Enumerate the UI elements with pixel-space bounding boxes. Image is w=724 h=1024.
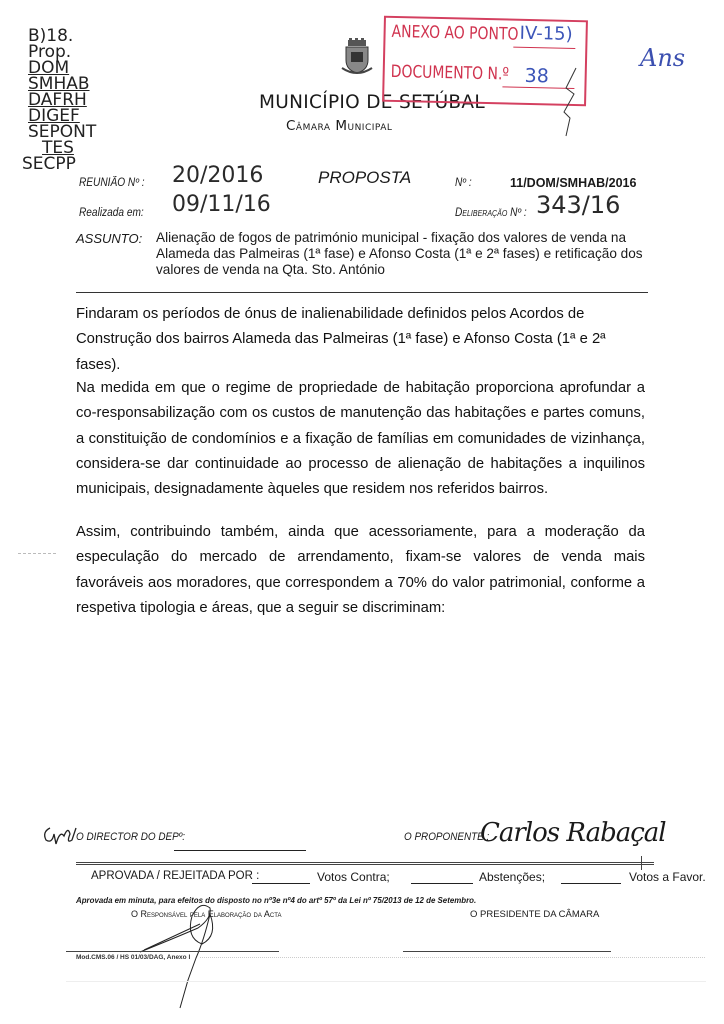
reuniao-label: REUNIÃO Nº : (79, 177, 145, 189)
form-code: Mod.CMS.06 / HS 01/03/DAG, Anexo I (76, 954, 191, 961)
municipality-title: MUNICÍPIO DE SETÚBAL (259, 92, 485, 113)
handwritten-distribution-notes (22, 26, 138, 174)
annex-stamp (382, 16, 588, 107)
abstentions-label: Abstenções; (479, 870, 546, 884)
responsible-signature-line (66, 951, 279, 952)
proponente-label: O PROPONENTE : (404, 831, 490, 843)
divider (76, 292, 648, 293)
stamp-document-label: DOCUMENTO N.º (390, 61, 510, 85)
handwritten-initials: Ans (640, 44, 686, 72)
numero-label: Nº : (455, 177, 472, 189)
director-signature-line (174, 850, 306, 851)
handnote-line: SMHAB (28, 74, 90, 94)
handnote-line: DIGEF (28, 106, 80, 126)
stamp-annex-value: IV-15) (519, 22, 573, 45)
coat-of-arms-icon (340, 38, 374, 76)
stamp-underline (513, 47, 575, 49)
handnote-line: SECPP (22, 154, 76, 174)
reuniao-value: 20/2016 (172, 163, 264, 188)
blank-line (252, 883, 310, 884)
realizada-label: Realizada em: (79, 207, 144, 219)
scan-artifact (18, 553, 56, 554)
blank-line (561, 883, 621, 884)
subject-text: Alienação de fogos de património municipal - fixação dos valores de venda na Alameda das Palmeiras (1ª fase) e Afonso Costa (1ª e 2ª fases) e retificação dos valores de venda na Qta. Sto. António (156, 230, 643, 277)
numero-value: 11/DOM/SMHAB/2016 (510, 176, 637, 190)
stamp-pen-stroke (560, 68, 580, 138)
body-paragraph: Assim, contribuindo também, ainda que acessoriamente, para a moderação da especulação do mercado de arrendamento, fixam-se valores de venda mais favoráveis aos moradores, que correspondem a 70% do valor patrimonial, conforme a respetiva tipologia e áreas, que a seguir se discriminam: (76, 524, 645, 616)
subject-label: ASSUNTO: (76, 231, 143, 246)
realizada-value: 09/11/16 (172, 192, 271, 217)
handnote-line: SEPONT (28, 122, 97, 142)
body-paragraph: Na medida em que o regime de propriedade de habitação proporciona aprofundar a co-responsabilização com os custos de manutenção das habitações e partes comuns, a constituição de condomínios e a fixação de famílias em comunidades de vizinhança, considera-se dar continuidade ao processo de alienação de habitações a inquilinos municipais, designadamente àqueles que residem nos referidos bairros. (76, 380, 645, 498)
body-paragraph: Findaram os períodos de ónus de inalienabilidade definidos pelos Acordos de Construção dos bairros Alameda das Palmeiras (1ª fase) e Afonso Costa (1ª e 2ª fases). (76, 306, 606, 373)
minute-approval-note: Aprovada em minuta, para efeitos do disposto no nº3e nº4 do artº 57º da Lei nº 75/2013 de 12 de Setembro. (76, 895, 477, 905)
president-signature-line (403, 951, 611, 952)
stamp-annex-label: ANEXO AO PONTO (391, 21, 519, 45)
handnote-line: DAFRH (28, 90, 87, 110)
handnote-line: Prop. (28, 42, 72, 62)
stamp-document-value: 38 (524, 64, 550, 88)
president-label: O PRESIDENTE DA CÂMARA (470, 909, 600, 920)
document-type: PROPOSTA (318, 168, 412, 187)
proponente-signature: Carlos Rabaçal (480, 818, 666, 848)
votes-against-label: Votos Contra; (317, 870, 390, 884)
signature-divider (76, 862, 654, 865)
director-label: O DIRECTOR DO DEPº: (76, 831, 186, 843)
handnote-line: TES (42, 138, 74, 158)
deliberacao-value: 343/16 (536, 191, 621, 219)
signature-tick (641, 856, 642, 870)
handnote-line: DOM (28, 58, 70, 78)
blank-line (411, 883, 473, 884)
scan-artifact (200, 957, 705, 958)
council-subtitle: Câmara Municipal (286, 118, 393, 134)
approval-label: APROVADA / REJEITADA POR : (91, 870, 260, 882)
responsible-label: O Responsável pela Elaboração da Acta (131, 909, 282, 919)
scan-artifact (66, 981, 706, 982)
votes-for-label: Votos a Favor. (629, 870, 706, 884)
deliberacao-label: Deliberação Nº : (455, 207, 527, 219)
handnote-line: B)18. (28, 26, 74, 46)
